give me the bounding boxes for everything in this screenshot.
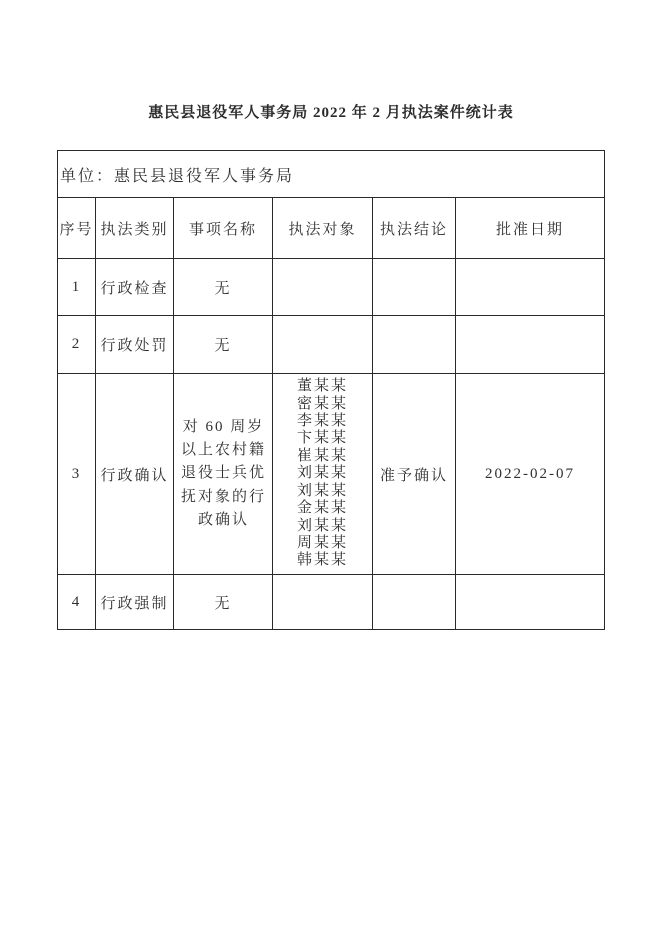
targets-cell bbox=[273, 259, 373, 316]
target-name: 刘某某 bbox=[296, 482, 348, 499]
column-header-conclusion: 执法结论 bbox=[373, 198, 456, 259]
item-cell: 无 bbox=[174, 259, 273, 316]
document-title: 惠民县退役军人事务局 2022 年 2 月执法案件统计表 bbox=[148, 105, 514, 121]
column-header-item: 事项名称 bbox=[174, 198, 273, 259]
serial-cell: 3 bbox=[58, 374, 96, 575]
target-name: 李某某 bbox=[296, 413, 348, 430]
date-cell: 2022-02-07 bbox=[456, 374, 605, 575]
serial-cell: 4 bbox=[58, 575, 96, 630]
target-name: 刘某某 bbox=[296, 517, 348, 534]
date-cell bbox=[456, 259, 605, 316]
conclusion-cell bbox=[373, 316, 456, 374]
target-name: 崔某某 bbox=[296, 447, 348, 464]
target-name: 董某某 bbox=[296, 378, 348, 395]
table-row bbox=[58, 316, 605, 374]
serial-cell: 2 bbox=[58, 316, 96, 374]
column-header-target: 执法对象 bbox=[273, 198, 373, 259]
date-cell bbox=[456, 316, 605, 374]
serial-cell: 1 bbox=[58, 259, 96, 316]
category-cell: 行政确认 bbox=[96, 374, 174, 575]
item-cell: 无 bbox=[174, 316, 273, 374]
table-row bbox=[58, 259, 605, 316]
targets-cell bbox=[273, 374, 373, 575]
targets-cell bbox=[273, 575, 373, 630]
conclusion-cell bbox=[373, 259, 456, 316]
target-name: 金某某 bbox=[296, 500, 348, 517]
target-name: 卞某某 bbox=[296, 430, 348, 447]
date-cell bbox=[456, 575, 605, 630]
table-row bbox=[58, 575, 605, 630]
table-row bbox=[58, 374, 605, 575]
column-header-date: 批准日期 bbox=[456, 198, 605, 259]
column-header-serial: 序号 bbox=[58, 198, 96, 259]
item-cell: 对 60 周岁以上农村籍退役士兵优抚对象的行政确认 bbox=[174, 374, 273, 575]
unit-cell: 单位：惠民县退役军人事务局 bbox=[58, 151, 605, 198]
targets-cell bbox=[273, 316, 373, 374]
item-cell: 无 bbox=[174, 575, 273, 630]
statistics-table bbox=[57, 150, 605, 630]
target-name: 密某某 bbox=[296, 395, 348, 412]
target-name: 周某某 bbox=[296, 534, 348, 551]
table-header-row bbox=[58, 198, 605, 259]
conclusion-cell: 准予确认 bbox=[373, 374, 456, 575]
category-cell: 行政检查 bbox=[96, 259, 174, 316]
category-cell: 行政处罚 bbox=[96, 316, 174, 374]
target-name: 韩某某 bbox=[296, 552, 348, 569]
column-header-category: 执法类别 bbox=[96, 198, 174, 259]
conclusion-cell bbox=[373, 575, 456, 630]
category-cell: 行政强制 bbox=[96, 575, 174, 630]
target-name: 刘某某 bbox=[296, 465, 348, 482]
unit-row bbox=[58, 151, 605, 198]
